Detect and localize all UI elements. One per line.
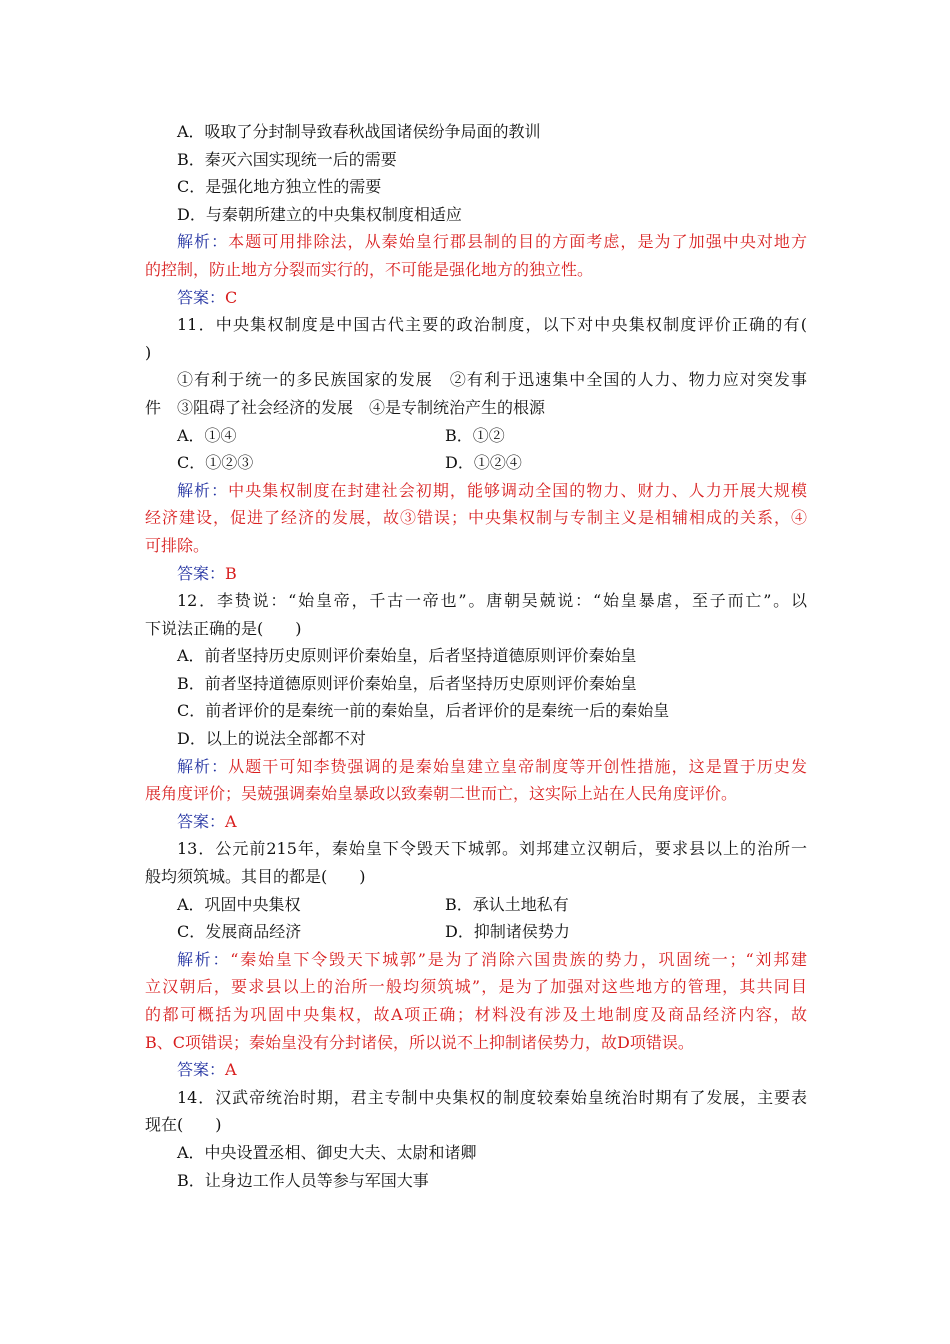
- q13-analysis-line-2: 立汉朝后，要求县以上的治所一般均须筑城”，是为了加强对这些地方的管理，其共同目: [145, 977, 807, 997]
- q11-option-a: A．①④: [177, 425, 237, 445]
- q12-answer: [145, 808, 807, 836]
- q11-analysis-line-1: 解析：中央集权制度在封建社会初期，能够调动全国的物力、财力、人力开展大规模: [177, 480, 807, 500]
- q13-stem-line-2: 般均须筑城。其目的都是( ): [145, 867, 366, 887]
- q13-option-b: B．承认土地私有: [445, 894, 569, 914]
- answer-label: 答案：: [177, 811, 226, 831]
- q12-analysis-line-2: 展角度评价；吴兢强调秦始皇暴政以致秦朝二世而亡，这实际上站在人民角度评价。: [145, 784, 738, 804]
- q12-stem-line-1: 12．李贽说：“始皇帝，千古一帝也”。唐朝吴兢说：“始皇暴虐，至子而亡”。以: [177, 591, 807, 611]
- q11-items-line-1: ①有利于统一的多民族国家的发展 ②有利于迅速集中全国的人力、物力应对突发事: [177, 370, 807, 390]
- q12-option-b: B．前者坚持道德原则评价秦始皇，后者坚持历史原则评价秦始皇: [177, 673, 637, 693]
- answer-value: C: [225, 287, 238, 307]
- q13-analysis-line-4: B、C项错误；秦始皇没有分封诸侯，所以说不上抑制诸侯势力，故D项错误。: [145, 1032, 694, 1052]
- answer-label: 答案：: [177, 1060, 226, 1080]
- q11-options-row-1: [145, 422, 807, 450]
- q14-option-b: B．让身边工作人员等参与军国大事: [177, 1170, 429, 1190]
- q11-options-row-2: [145, 449, 807, 477]
- q13-option-d: D．抑制诸侯势力: [445, 922, 570, 942]
- q10-option-a: A．吸取了分封制导致春秋战国诸侯纷争局面的教训: [177, 122, 541, 141]
- analysis-label: 解析：: [177, 232, 229, 252]
- q12-option-c: C．前者评价的是秦统一前的秦始皇，后者评价的是秦统一后的秦始皇: [177, 701, 670, 721]
- document-page: [145, 118, 807, 1194]
- answer-value: A: [225, 811, 237, 831]
- analysis-label: 解析：: [177, 756, 229, 776]
- q11-option-b: B．①②: [445, 425, 505, 445]
- q11-answer: [145, 560, 807, 588]
- q10-analysis-line-1: 解析：本题可用排除法，从秦始皇行郡县制的目的方面考虑，是为了加强中央对地方: [177, 232, 807, 252]
- q10-option-b: B．秦灭六国实现统一后的需要: [177, 149, 397, 169]
- answer-label: 答案：: [177, 563, 226, 583]
- q11-stem-line-2: ): [145, 342, 152, 362]
- q13-answer: [145, 1056, 807, 1084]
- q11-option-d: D．①②④: [445, 453, 522, 473]
- q11-analysis-line-2: 经济建设，促进了经济的发展，故③错误；中央集权制与专制主义是相辅相成的关系，④: [145, 508, 807, 528]
- q11-option-c: C．①②③: [177, 453, 254, 473]
- answer-value: A: [225, 1060, 237, 1080]
- q14-option-a: A．中央设置丞相、御史大夫、太尉和诸卿: [177, 1142, 477, 1162]
- q10-option-d: D．与秦朝所建立的中央集权制度相适应: [177, 204, 462, 224]
- q11-items-line-2: 件 ③阻碍了社会经济的发展 ④是专制统治产生的根源: [145, 397, 546, 417]
- analysis-label: 解析：: [177, 949, 231, 969]
- q12-stem-line-2: 下说法正确的是( ): [145, 618, 302, 638]
- answer-value: B: [225, 563, 237, 583]
- q13-stem-line-1: 13．公元前215年，秦始皇下令毁天下城郭。刘邦建立汉朝后，要求县以上的治所一: [177, 839, 807, 859]
- analysis-label: 解析：: [177, 480, 229, 500]
- q14-stem-line-1: 14．汉武帝统治时期，君主专制中央集权的制度较秦始皇统治时期有了发展，主要表: [177, 1087, 807, 1107]
- q13-analysis-line-3: 的都可概括为巩固中央集权，故A项正确；材料没有涉及土地制度及商品经济内容，故: [145, 1005, 807, 1024]
- q13-options-row-2: [145, 918, 807, 946]
- q13-option-a: A．巩固中央集权: [177, 894, 301, 914]
- q12-option-a: A．前者坚持历史原则评价秦始皇，后者坚持道德原则评价秦始皇: [177, 646, 637, 666]
- q14-stem-line-2: 现在( ): [145, 1115, 222, 1135]
- q10-answer: [145, 284, 807, 312]
- q11-analysis-line-3: 可排除。: [145, 535, 210, 555]
- answer-label: 答案：: [177, 287, 226, 307]
- q10-analysis-line-2: 的控制，防止地方分裂而实行的，不可能是强化地方的独立性。: [145, 259, 594, 279]
- q13-option-c: C．发展商品经济: [177, 922, 302, 942]
- q12-analysis-line-1: 解析：从题干可知李贽强调的是秦始皇建立皇帝制度等开创性措施，这是置于历史发: [177, 756, 807, 776]
- q10-option-c: C．是强化地方独立性的需要: [177, 177, 382, 197]
- q12-option-d: D．以上的说法全部都不对: [177, 729, 366, 749]
- q11-stem-line-1: 11．中央集权制度是中国古代主要的政治制度，以下对中央集权制度评价正确的有(: [177, 315, 807, 335]
- q13-analysis-line-1: 解析：“秦始皇下令毁天下城郭”是为了消除六国贵族的势力，巩固统一；“刘邦建: [177, 949, 807, 969]
- q13-options-row-1: [145, 891, 807, 919]
